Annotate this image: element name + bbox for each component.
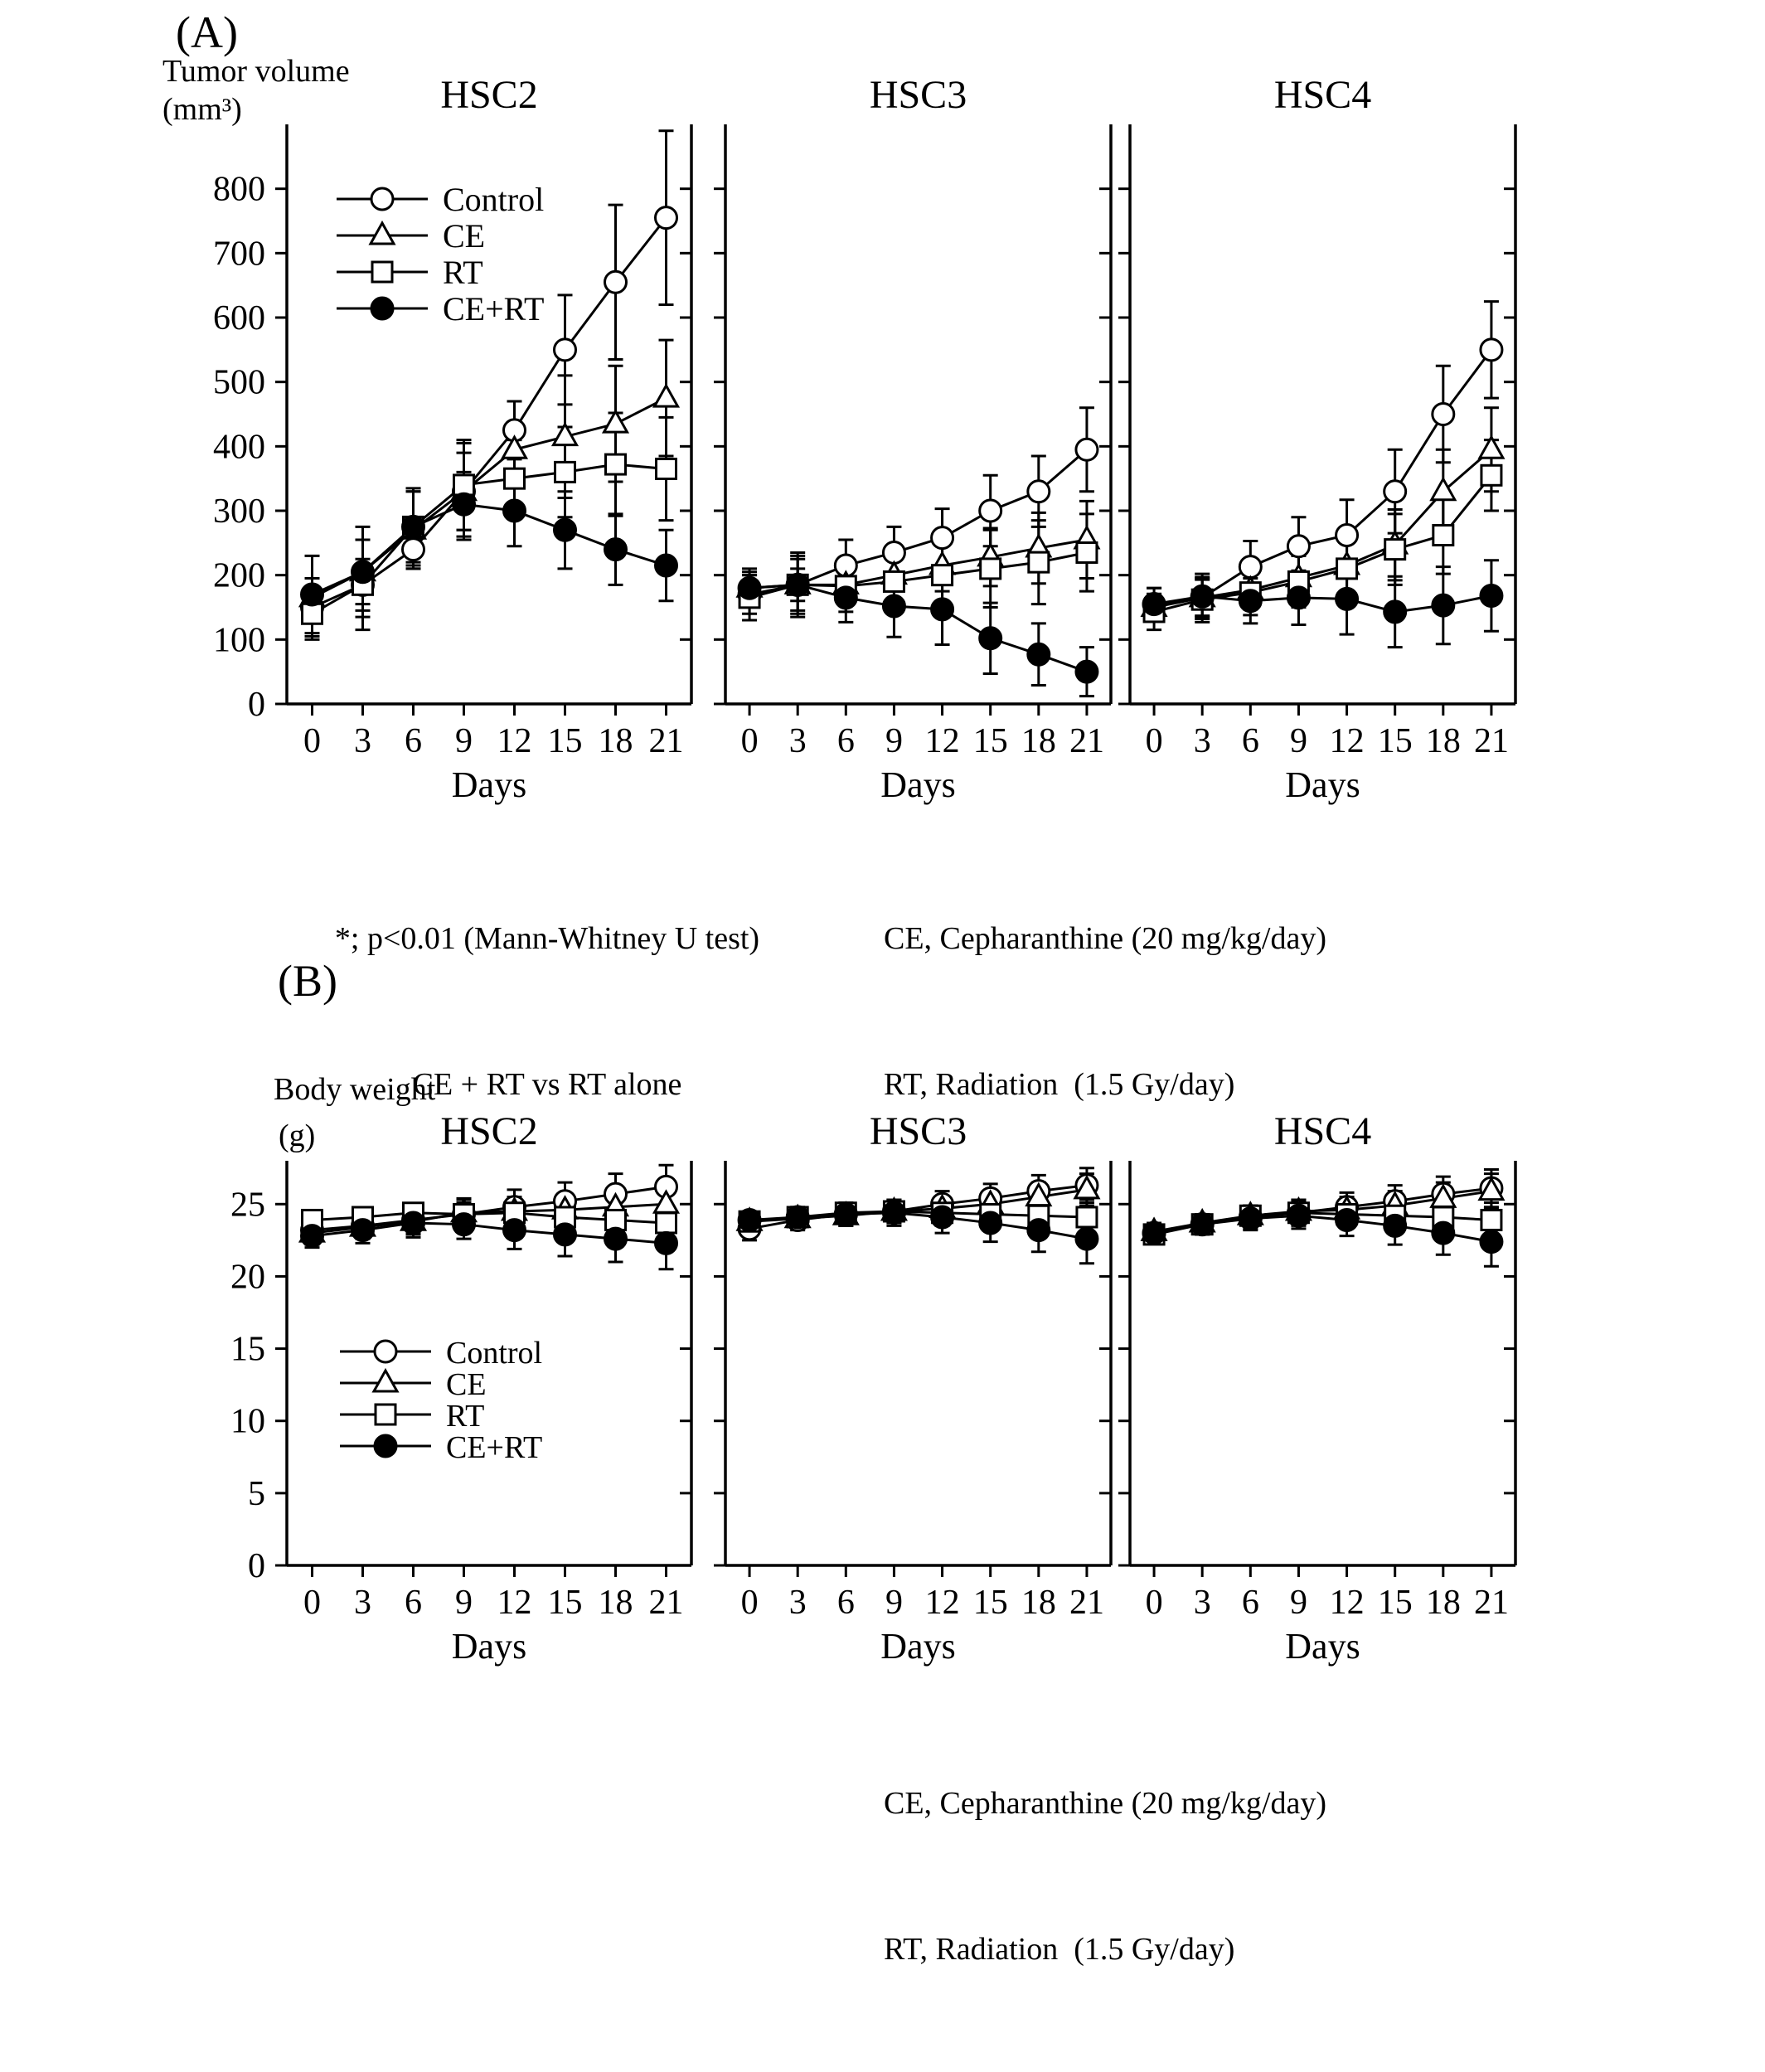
legend-label-rt: RT <box>446 1399 485 1434</box>
svg-text:9: 9 <box>455 722 473 760</box>
svg-text:21: 21 <box>1069 1584 1104 1622</box>
svg-text:3: 3 <box>788 1584 807 1622</box>
svg-text:3: 3 <box>788 722 807 760</box>
abbreviation-note-b-line2: RT, Radiation (1.5 Gy/day) <box>884 1932 1235 1968</box>
chart-hsc2-body-weight <box>133 1103 705 1758</box>
svg-text:400: 400 <box>213 428 265 467</box>
axes <box>714 1109 1111 1667</box>
x-axis-label: Days <box>451 1626 527 1667</box>
chart-title: HSC4 <box>1273 73 1372 117</box>
svg-text:10: 10 <box>230 1402 265 1441</box>
panel-a-label: (A) <box>176 7 238 57</box>
svg-text:15: 15 <box>230 1330 265 1369</box>
svg-text:600: 600 <box>213 299 265 337</box>
svg-text:21: 21 <box>1069 722 1104 760</box>
legend-label-control: Control <box>446 1336 543 1371</box>
svg-text:12: 12 <box>1329 722 1365 760</box>
svg-text:3: 3 <box>1193 1584 1211 1622</box>
svg-text:12: 12 <box>1329 1584 1365 1622</box>
svg-text:0: 0 <box>740 1584 759 1622</box>
abbreviation-note-a-line2: RT, Radiation (1.5 Gy/day) <box>884 1067 1235 1103</box>
legend-label-ce-plus-rt: CE+RT <box>443 290 545 328</box>
svg-text:0: 0 <box>303 1584 321 1622</box>
svg-text:0: 0 <box>303 722 321 760</box>
chart-title: HSC2 <box>440 1109 538 1153</box>
chart-hsc3-body-weight <box>713 1103 1127 1758</box>
svg-text:18: 18 <box>598 1584 633 1622</box>
svg-text:18: 18 <box>1021 1584 1056 1622</box>
chart-title: HSC3 <box>869 1109 967 1153</box>
svg-text:700: 700 <box>213 235 265 274</box>
significance-note-line2: CE + RT vs RT alone <box>412 1067 682 1103</box>
svg-text:21: 21 <box>1473 722 1509 760</box>
legend <box>337 181 544 328</box>
axes <box>714 73 1111 805</box>
abbreviation-note-b-line1: CE, Cepharanthine (20 mg/kg/day) <box>884 1785 1326 1821</box>
panel-b-label: (B) <box>278 956 337 1006</box>
svg-text:6: 6 <box>1241 1584 1259 1622</box>
svg-text:0: 0 <box>1145 1584 1163 1622</box>
svg-text:3: 3 <box>354 1584 371 1622</box>
svg-text:0: 0 <box>740 722 759 760</box>
legend <box>340 1336 542 1465</box>
legend-label-rt: RT <box>443 254 483 291</box>
svg-text:3: 3 <box>354 722 371 760</box>
legend-label-ce-plus-rt: CE+RT <box>446 1430 543 1465</box>
svg-text:18: 18 <box>1425 1584 1461 1622</box>
svg-text:12: 12 <box>497 1584 532 1622</box>
x-axis-label: Days <box>451 764 527 805</box>
svg-text:18: 18 <box>1021 722 1056 760</box>
chart-hsc3-tumor-volume <box>713 75 1127 887</box>
x-axis-label: Days <box>880 764 956 805</box>
chart-hsc4-body-weight <box>1118 1103 1532 1758</box>
svg-text:15: 15 <box>1377 1584 1413 1622</box>
svg-text:15: 15 <box>1377 722 1413 760</box>
svg-text:15: 15 <box>547 722 583 760</box>
tumor-volume-axis-units: (mm³) <box>162 92 242 127</box>
svg-text:12: 12 <box>924 1584 960 1622</box>
chart-hsc4-tumor-volume <box>1118 75 1532 887</box>
x-axis-label: Days <box>1285 764 1360 805</box>
svg-text:20: 20 <box>230 1258 265 1297</box>
svg-text:200: 200 <box>213 556 265 595</box>
chart-hsc2-tumor-volume <box>133 75 705 887</box>
svg-text:12: 12 <box>497 722 532 760</box>
svg-text:9: 9 <box>885 1584 903 1622</box>
chart-title: HSC3 <box>869 73 967 117</box>
svg-text:3: 3 <box>1193 722 1211 760</box>
svg-text:800: 800 <box>213 170 265 209</box>
svg-text:9: 9 <box>885 722 903 760</box>
svg-text:12: 12 <box>924 722 960 760</box>
svg-text:15: 15 <box>972 1584 1008 1622</box>
x-axis-label: Days <box>1285 1626 1360 1667</box>
svg-text:6: 6 <box>836 1584 855 1622</box>
series-markers-ce-plus-rt <box>739 574 1098 682</box>
svg-text:300: 300 <box>213 493 265 531</box>
svg-text:5: 5 <box>248 1474 265 1513</box>
legend-label-control: Control <box>443 181 545 218</box>
significance-note-line1: *; p<0.01 (Mann-Whitney U test) <box>334 920 760 956</box>
svg-text:9: 9 <box>1289 1584 1307 1622</box>
svg-text:18: 18 <box>1425 722 1461 760</box>
svg-text:6: 6 <box>836 722 855 760</box>
svg-text:0: 0 <box>1145 722 1163 760</box>
svg-text:9: 9 <box>1289 722 1307 760</box>
svg-text:15: 15 <box>547 1584 583 1622</box>
svg-text:6: 6 <box>405 722 422 760</box>
body-weight-axis-title: Body weight <box>274 1072 436 1107</box>
svg-text:100: 100 <box>213 621 265 660</box>
chart-title: HSC2 <box>440 73 538 117</box>
tumor-volume-axis-title: Tumor volume <box>162 54 350 89</box>
svg-text:25: 25 <box>230 1186 265 1225</box>
chart-title: HSC4 <box>1273 1109 1372 1153</box>
legend-label-ce: CE <box>446 1367 487 1402</box>
svg-text:21: 21 <box>1473 1584 1509 1622</box>
svg-text:6: 6 <box>1241 722 1259 760</box>
svg-text:0: 0 <box>248 1547 265 1585</box>
svg-text:9: 9 <box>455 1584 473 1622</box>
abbreviation-note-a-line1: CE, Cepharanthine (20 mg/kg/day) <box>884 920 1326 956</box>
svg-text:18: 18 <box>598 722 633 760</box>
svg-text:6: 6 <box>405 1584 422 1622</box>
svg-text:0: 0 <box>248 686 265 724</box>
svg-text:500: 500 <box>213 363 265 402</box>
legend-label-ce: CE <box>443 217 486 255</box>
body-weight-axis-units: (g) <box>279 1118 316 1153</box>
x-axis-label: Days <box>880 1626 956 1667</box>
axes <box>1118 73 1515 805</box>
svg-text:21: 21 <box>648 722 684 760</box>
svg-text:15: 15 <box>972 722 1008 760</box>
svg-text:21: 21 <box>648 1584 684 1622</box>
